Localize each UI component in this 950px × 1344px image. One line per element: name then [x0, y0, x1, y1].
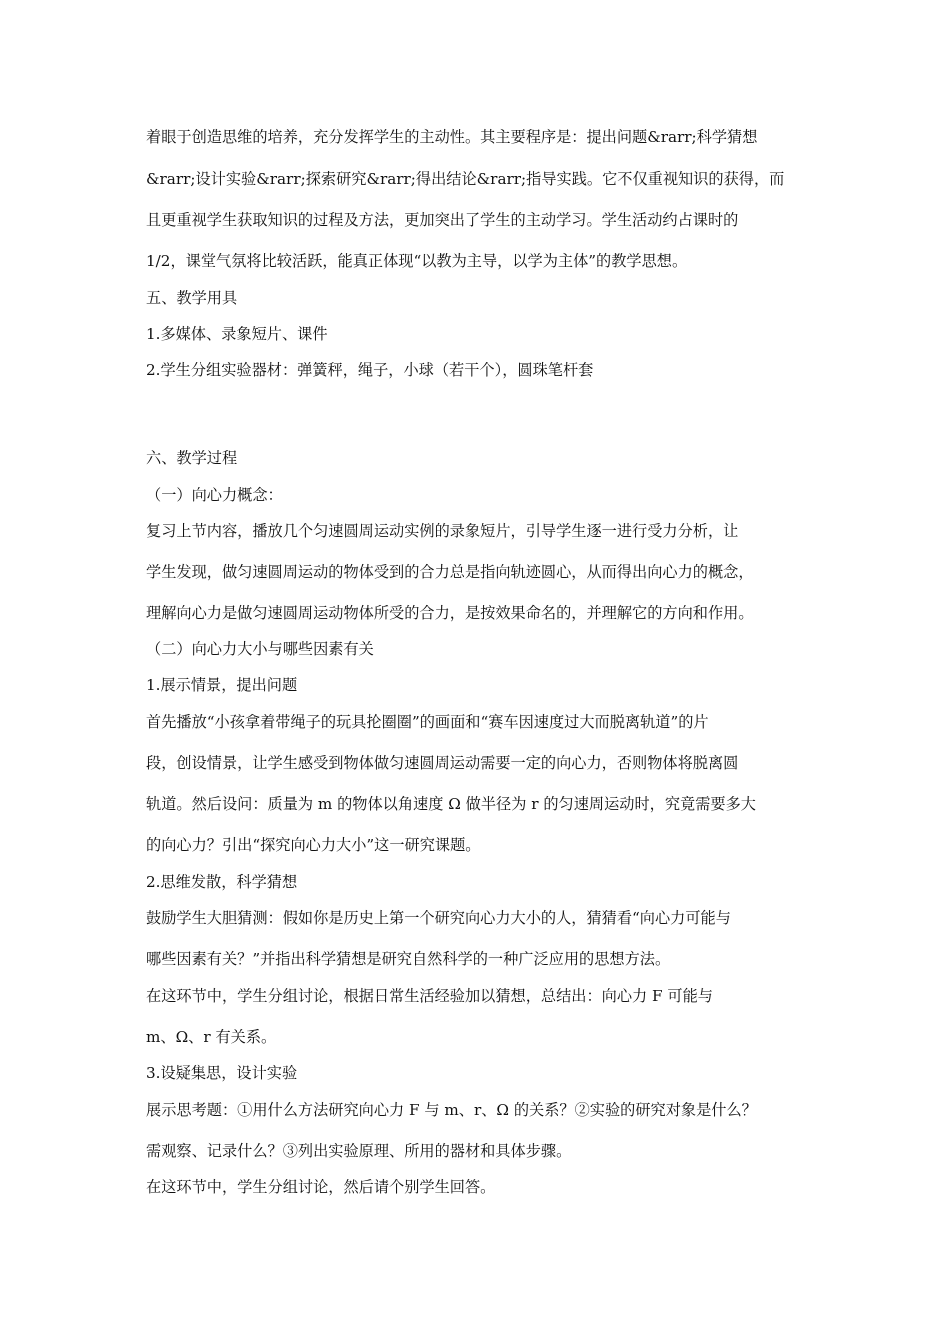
text-line: 1.多媒体、录象短片、课件 [146, 325, 328, 343]
text-line: 且更重视学生获取知识的过程及方法，更加突出了学生的主动学习。学生活动约占课时的 [146, 211, 739, 229]
text-line: &rarr;设计实验&rarr;探索研究&rarr;得出结论&rarr;指导实践。它不仅重视知识的获得，而 [146, 170, 785, 188]
section-heading: 五、教学用具 [146, 289, 238, 307]
text-line: 在这环节中，学生分组讨论，然后请个别学生回答。 [146, 1178, 496, 1196]
text-line: 哪些因素有关？”并指出科学猜想是研究自然科学的一种广泛应用的思想方法。 [146, 950, 671, 968]
text-line: 展示思考题：①用什么方法研究向心力 F 与 m、r、Ω 的关系？②实验的研究对象是什么？ [146, 1101, 757, 1119]
text-line: 2.学生分组实验器材：弹簧秤，绳子，小球（若干个），圆珠笔杆套 [146, 361, 594, 379]
text-line: 理解向心力是做匀速圆周运动物体所受的合力，是按效果命名的，并理解它的方向和作用。 [146, 604, 754, 622]
text-line: 复习上节内容，播放几个匀速圆周运动实例的录象短片，引导学生逐一进行受力分析，让 [146, 522, 739, 540]
subsection-heading: （二）向心力大小与哪些因素有关 [146, 640, 374, 658]
text-line: 的向心力？引出“探究向心力大小”这一研究课题。 [146, 836, 481, 854]
text-line: 轨道。然后设问：质量为 m 的物体以角速度 Ω 做半径为 r 的匀速周运动时，究竟需要多大 [146, 795, 756, 813]
text-line: 段，创设情景，让学生感受到物体做匀速圆周运动需要一定的向心力，否则物体将脱离圆 [146, 754, 739, 772]
text-line: 1.展示情景，提出问题 [146, 676, 298, 694]
text-line: 学生发现，做匀速圆周运动的物体受到的合力总是指向轨迹圆心，从而得出向心力的概念， [146, 563, 754, 581]
subsection-heading: （一）向心力概念： [146, 486, 283, 504]
text-line: 2.思维发散，科学猜想 [146, 873, 298, 891]
text-line: 着眼于创造思维的培养，充分发挥学生的主动性。其主要程序是：提出问题&rarr;科学猜想 [146, 128, 758, 146]
text-line: 首先播放“小孩拿着带绳子的玩具抡圈圈”的画面和“赛车因速度过大而脱离轨道”的片 [146, 713, 709, 731]
text-line: 在这环节中，学生分组讨论，根据日常生活经验加以猜想，总结出：向心力 F 可能与 [146, 987, 713, 1005]
text-line: 1/2，课堂气氛将比较活跃，能真正体现“以教为主导，以学为主体”的教学思想。 [146, 252, 688, 270]
text-line: m、Ω、r 有关系。 [146, 1028, 277, 1046]
section-heading: 六、教学过程 [146, 449, 238, 467]
text-line: 鼓励学生大胆猜测：假如你是历史上第一个研究向心力大小的人，猜猜看“向心力可能与 [146, 909, 731, 927]
text-line: 3.设疑集思，设计实验 [146, 1064, 298, 1082]
text-line: 需观察、记录什么？③列出实验原理、所用的器材和具体步骤。 [146, 1142, 572, 1160]
